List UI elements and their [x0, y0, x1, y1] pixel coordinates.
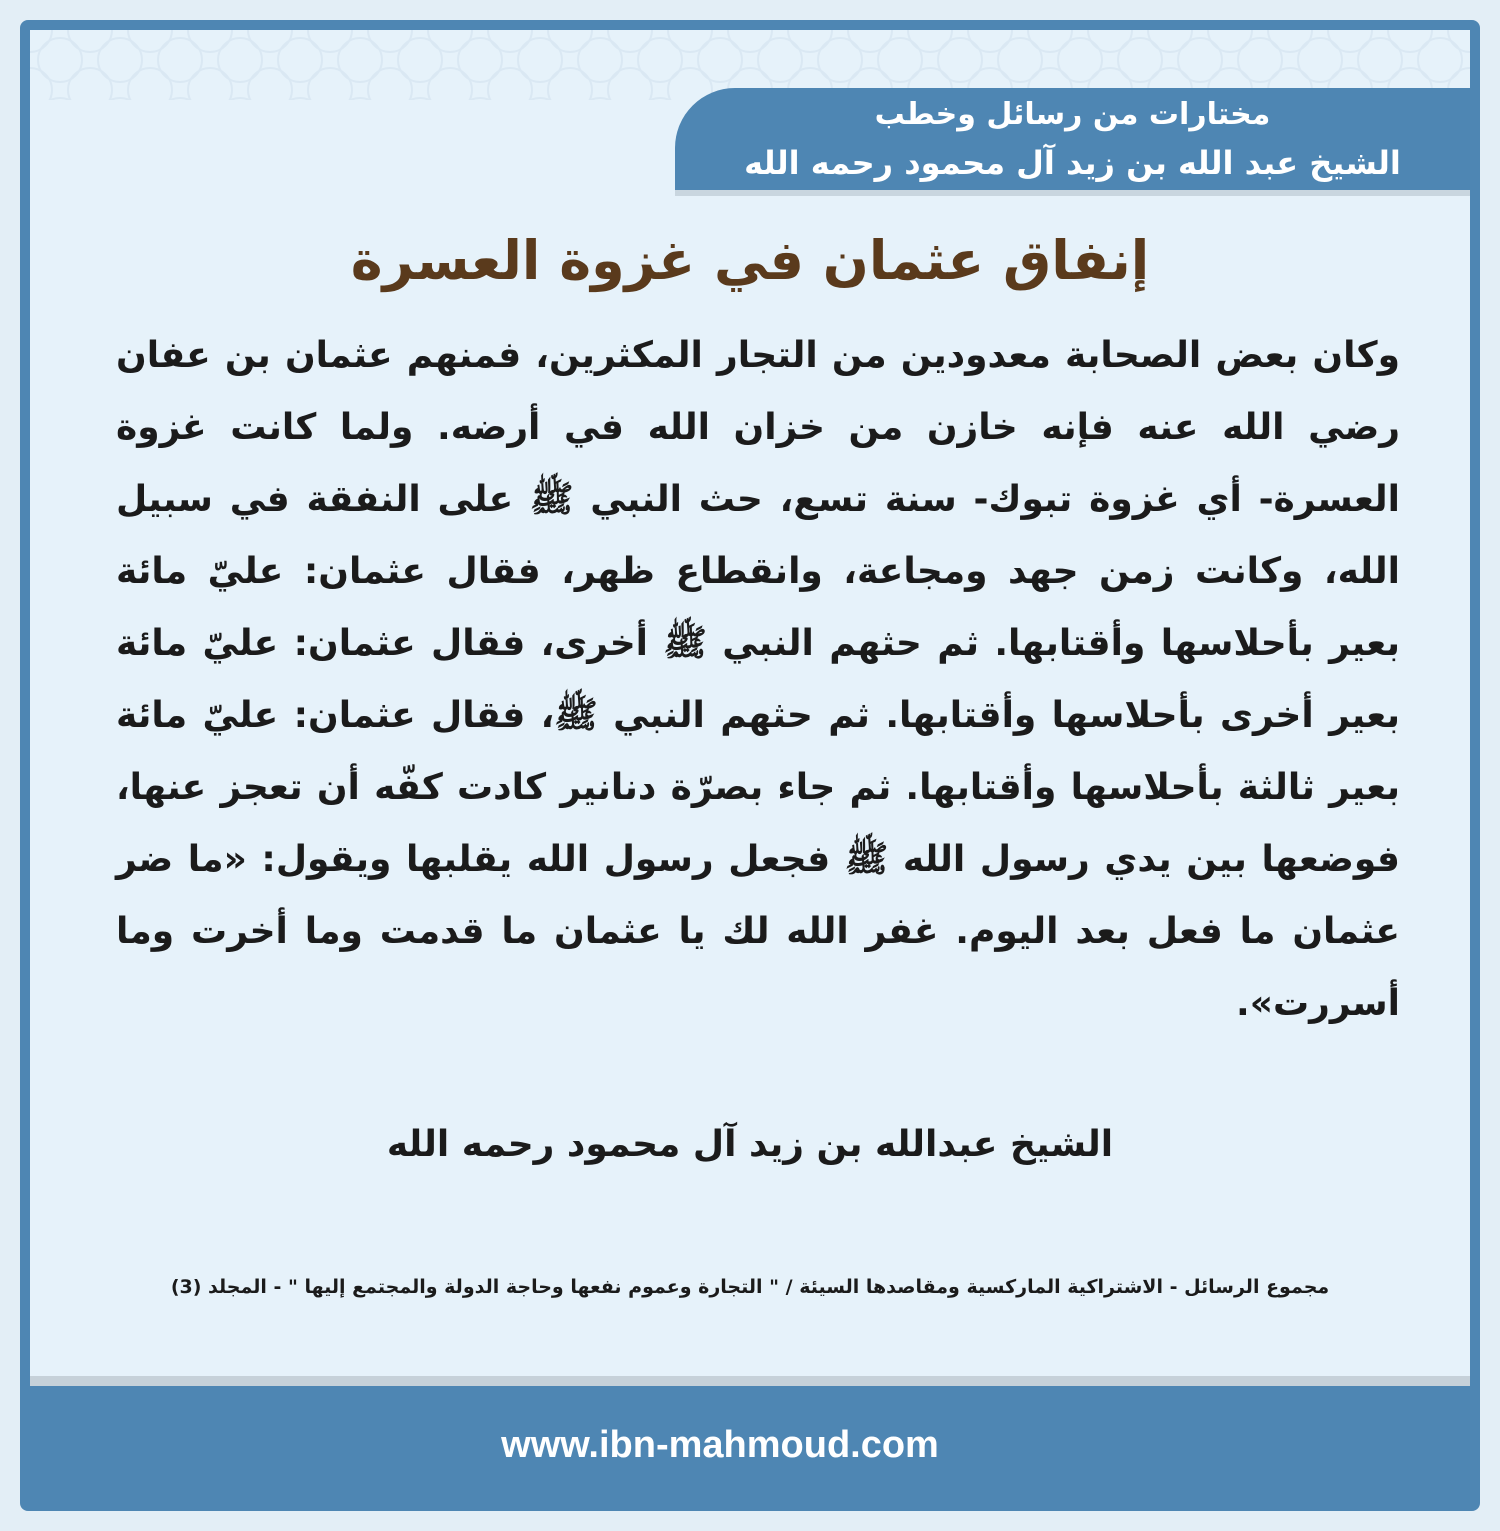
footer-divider — [30, 1376, 1470, 1386]
footer-website-link[interactable]: www.ibn-mahmoud.com — [501, 1424, 939, 1466]
content-panel — [30, 30, 1470, 1380]
author-signature: الشيخ عبدالله بن زيد آل محمود رحمه الله — [386, 1124, 1114, 1165]
header-subtitle: مختارات من رسائل وخطب — [874, 97, 1271, 132]
body-paragraph: وكان بعض الصحابة معدودين من التجار المكثرين، فمنهم عثمان بن عفان رضي الله عنه فإنه خازن من خزان الله في أرضه. ولما كانت غزوة العسرة- أي غزوة تبوك- سنة تسع، حث النبي ﷺ على النفقة في سبيل الله، وكانت زمن جهد ومجاعة، وانقطاع ظهر، فقال عثمان: عليّ مائة بعير بأحلاسها وأقتابها. ثم حثهم النبي ﷺ أخرى، فقال عثمان: عليّ مائة بعير أخرى بأحلاسها وأقتابها. ثم حثهم النبي ﷺ، فقال عثمان: عليّ مائة بعير ثالثة بأحلاسها وأقتابها. ثم جاء بصرّة دنانير كادت كفّه أن تعجز عنها، فوضعها بين يدي رسول الله ﷺ فجعل رسول الله يقلبها ويقول: «ما ضر عثمان ما فعل بعد اليوم. غفر الله لك يا عثمان ما قدمت وما أخرت وما أسررت». — [116, 335, 1400, 1024]
source-citation: مجموع الرسائل - الاشتراكية الماركسية ومقاصدها السيئة / " التجارة وعموم نفعها وحاجة الدولة والمجتمع إليها " - المجلد (3) — [170, 1276, 1330, 1298]
header-banner — [675, 88, 1470, 190]
header-author: الشيخ عبد الله بن زيد آل محمود رحمه الله — [744, 144, 1401, 182]
page-title: إنفاق عثمان في غزوة العسرة — [350, 229, 1150, 292]
